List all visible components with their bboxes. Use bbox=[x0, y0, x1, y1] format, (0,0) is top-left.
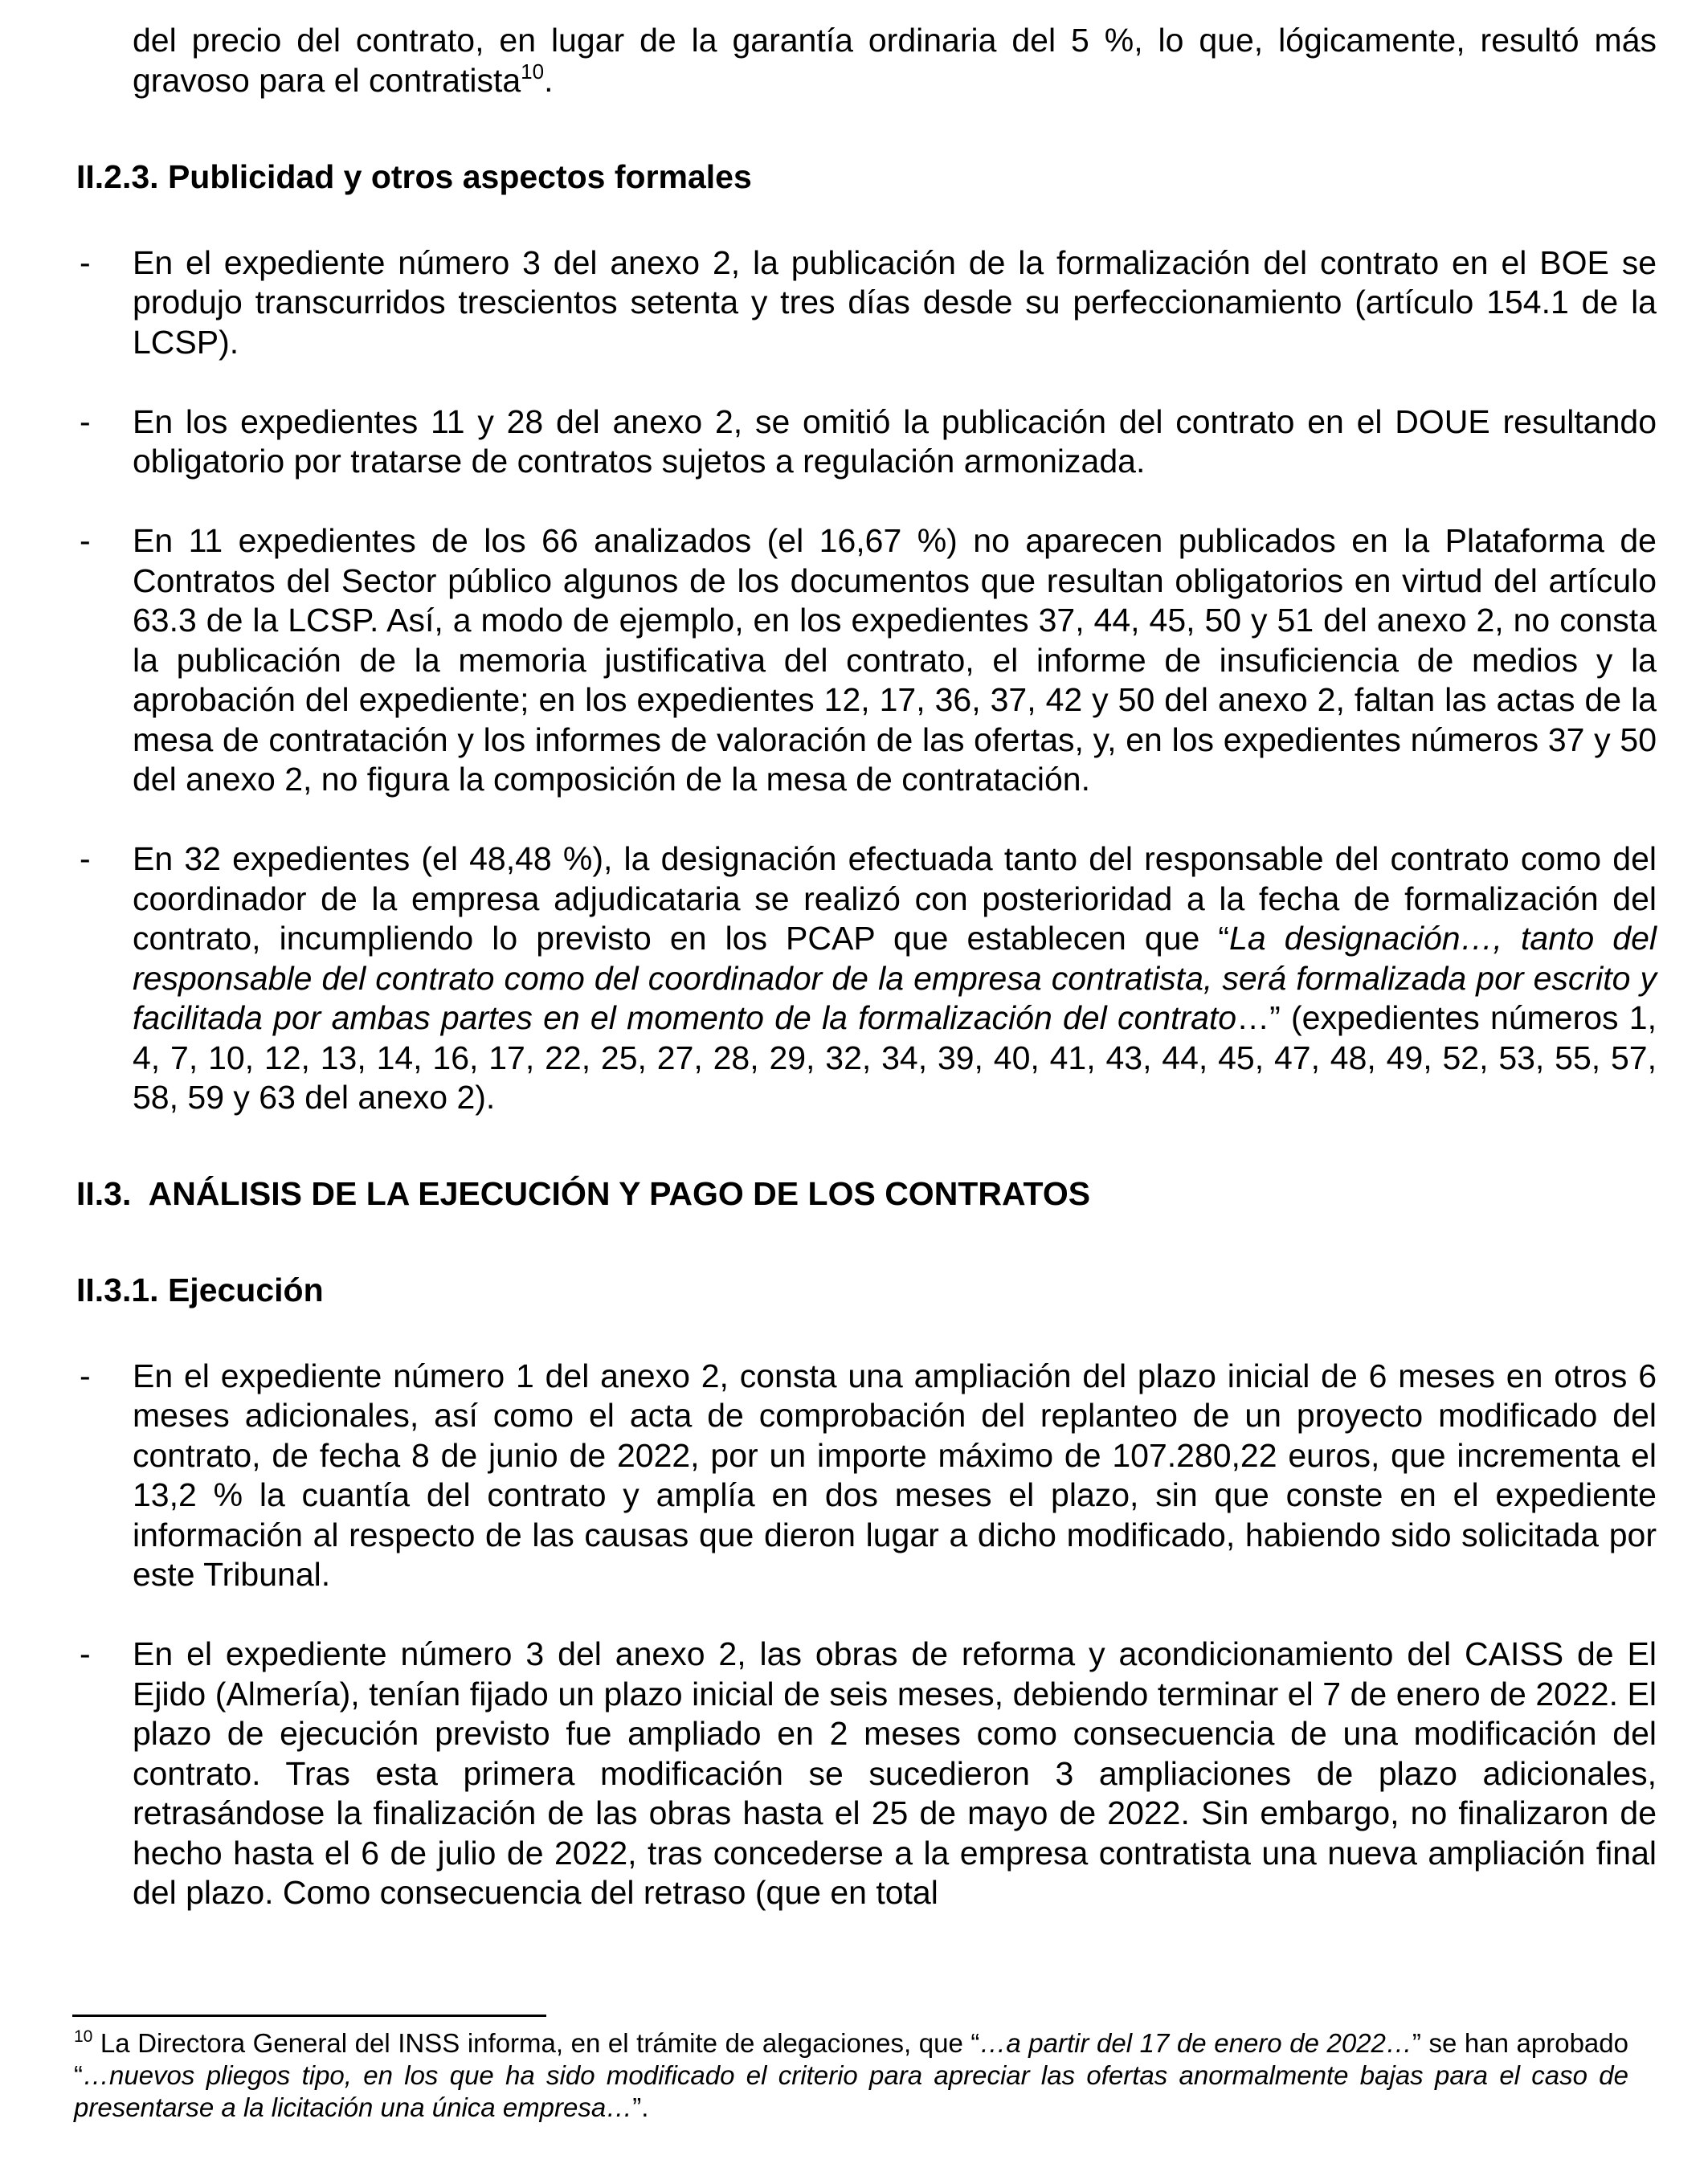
footnote-quote: …a partir del 17 de enero de 2022… bbox=[979, 2028, 1412, 2058]
list-item bbox=[76, 839, 1657, 1118]
dash-bullet: - bbox=[80, 522, 91, 559]
section-heading-2-3-1: II.3.1. Ejecución bbox=[76, 1272, 324, 1308]
footnote-separator bbox=[72, 2015, 546, 2017]
intro-text: del precio del contrato, en lugar de la garantía ordinaria del 5 %, lo que, lógicamente, resultó más gravoso para el contratista bbox=[133, 22, 1657, 99]
footnote-text: ” se han aprobado “ bbox=[74, 2028, 1628, 2090]
footnote-ref[interactable]: 10 bbox=[521, 59, 545, 84]
list-item bbox=[76, 1635, 1657, 1913]
footnote-quote: …nuevos pliegos tipo, en los que ha sido modificado el criterio para apreciar las ofertas anormalmente bajas para el caso de presentarse a la licitación una única empresa… bbox=[74, 2060, 1628, 2122]
list-item-text: En el expediente número 3 del anexo 2, las obras de reforma y acondicionamiento del CAISS de El Ejido (Almería), tenían fijado un plazo inicial de seis meses, debiendo terminar el 7 de enero de 2022. El plazo de ejecución previsto fue ampliado en 2 meses como consecuencia de una modificación del contrato. Tras esta primera modificación se sucedieron 3 ampliaciones de plazo adicionales, retrasándose la finalización de las obras hasta el 25 de mayo de 2022. Sin embargo, no finalizaron de hecho hasta el 6 de julio de 2022, tras concederse a la empresa contratista una nueva ampliación final del plazo. Como consecuencia del retraso (que en total bbox=[133, 1635, 1657, 1911]
section-heading-2-2-3: II.2.3. Publicidad y otros aspectos formales bbox=[76, 158, 752, 195]
list-item bbox=[76, 402, 1657, 482]
list-item bbox=[76, 243, 1657, 363]
footnote-number: 10 bbox=[74, 2027, 93, 2046]
list-item-text: En los expedientes 11 y 28 del anexo 2, se omitió la publicación del contrato en el DOUE resultando obligatorio por tratarse de contratos sujetos a regulación armonizada. bbox=[133, 402, 1657, 480]
intro-end: . bbox=[544, 61, 554, 99]
list-item-text: En 32 expedientes (el 48,48 %), la designación efectuada tanto del responsable del contrato como del coordinador de la empresa adjudicataria se realizó con posterioridad a la fecha de formalización del contrato, incumpliendo lo previsto en los PCAP que establecen que “ bbox=[133, 840, 1657, 957]
footnote-10 bbox=[74, 2027, 1628, 2124]
list-item-text: En el expediente número 1 del anexo 2, consta una ampliación del plazo inicial de 6 meses en otros 6 meses adicionales, así como el acta de comprobación del replanteo de un proyecto modificado del contrato, de fecha 8 de junio de 2022, por un importe máximo de 107.280,22 euros, que incrementa el 13,2 % la cuantía del contrato y amplía en dos meses el plazo, sin que conste en el expediente información al respecto de las causas que dieron lugar a dicho modificado, habiendo sido solicitada por este Tribunal. bbox=[133, 1357, 1657, 1593]
dash-bullet: - bbox=[80, 1357, 91, 1394]
list-item-text: …” (expedientes números 1, 4, 7, 10, 12, 13, 14, 16, 17, 22, 25, 27, 28, 29, 32, 34, 39, 40, 41, 43, 44, 45, 47, 48, 49, 52, 53, 55, 57, 58, 59 y 63 del anexo 2). bbox=[133, 999, 1657, 1116]
footnote-text: La Directora General del INSS informa, en el trámite de alegaciones, que “ bbox=[92, 2028, 980, 2058]
footnote-text: ”. bbox=[632, 2092, 649, 2122]
dash-bullet: - bbox=[80, 840, 91, 877]
section-heading-2-3: II.3. ANÁLISIS DE LA EJECUCIÓN Y PAGO DE LOS CONTRATOS bbox=[76, 1174, 1091, 1212]
document-page bbox=[76, 21, 1657, 1953]
intro-paragraph bbox=[133, 21, 1657, 100]
list-item-text: En el expediente número 3 del anexo 2, la publicación de la formalización del contrato en el BOE se produjo transcurridos trescientos setenta y tres días desde su perfeccionamiento (artículo 154.1 de la LCSP). bbox=[133, 243, 1657, 361]
list-item-text: En 11 expedientes de los 66 analizados (el 16,67 %) no aparecen publicados en la Plataforma de Contratos del Sector público algunos de los documentos que resultan obligatorios en virtud del artículo 63.3 de la LCSP. Así, a modo de ejemplo, en los expedientes 37, 44, 45, 50 y 51 del anexo 2, no consta la publicación de la memoria justificativa del contrato, el informe de insuficiencia de medios y la aprobación del expediente; en los expedientes 12, 17, 36, 37, 42 y 50 del anexo 2, faltan las actas de la mesa de contratación y los informes de valoración de las ofertas, y, en los expedientes números 37 y 50 del anexo 2, no figura la composición de la mesa de contratación. bbox=[133, 522, 1657, 798]
list-item bbox=[76, 521, 1657, 800]
list-item bbox=[76, 1357, 1657, 1595]
dash-bullet: - bbox=[80, 402, 91, 440]
pcap-quote: La designación…, tanto del responsable del contrato como del coordinador de la empresa contratista, será formalizada por escrito y facilitada por ambas partes en el momento de la formalización del contrato bbox=[133, 920, 1657, 1036]
dash-bullet: - bbox=[80, 243, 91, 281]
dash-bullet: - bbox=[80, 1635, 91, 1672]
